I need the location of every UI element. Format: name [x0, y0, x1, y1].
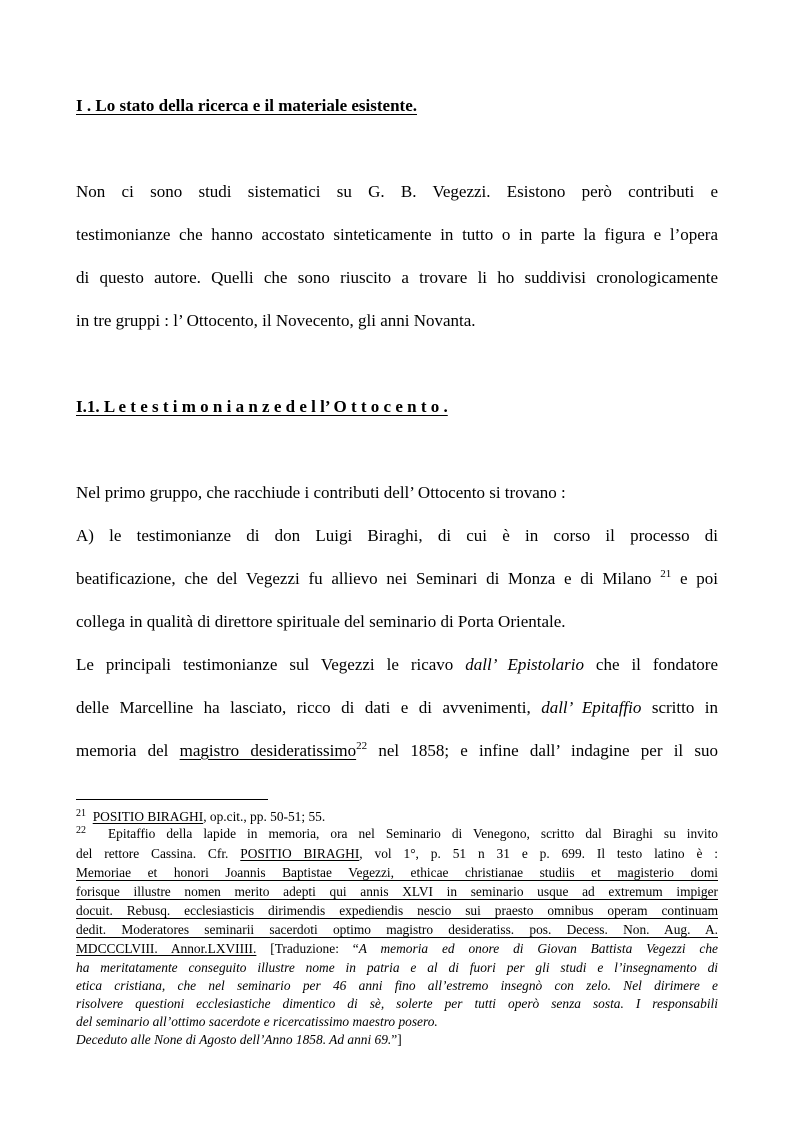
body-line-6: delle Marcelline ha lasciato, ricco di dati e di avvenimenti, dall’ Epitaffio scritto in: [76, 698, 719, 717]
body-line-2: A) le testimonianze di don Luigi Biraghi, di cui è in corso il processo di: [76, 526, 718, 545]
translation-line-2: ha meritatamente conseguito illustre nome in patria e al di fuori per gli studi e l’insegnamento di: [76, 960, 718, 975]
footnote-22-line-1: $^{22}$ Epitaffio della lapide in memoria, ora nel Seminario di Venegono, scritto dal Biraghi su invito: [76, 825, 718, 841]
latin-text-line-5: MDCCCLVIII. Annor.LXVIIII. [Traduzione: “A memoria ed onore di Giovan Battista Vegezzi che: [76, 941, 718, 956]
section-heading: I . Lo stato della ricerca e il materiale esistente.: [76, 96, 417, 115]
footnote-22-line-2: del rettore Cassina. Cfr. POSITIO BIRAGHI, vol 1°, p. 51 n 31 e p. 699. Il testo latino è :: [76, 846, 719, 861]
latin-text-line-3: docuit. Rebusq. ecclesiasticis dirimendis expediendis nescio sui praesto omnibus operam continuam: [76, 903, 718, 918]
body-line-1: Nel primo gruppo, che racchiude i contributi dell’ Ottocento si trovano :: [76, 483, 566, 502]
latin-text-line-1: Memoriae et honori Joannis Baptistae Vegezzi, ethicae christianae studiis et magisterio domi: [76, 865, 718, 880]
latin-text-line-2: forisque illustre nomen merito adepti qui annis XLVI in seminario usque ad extremum impiger: [76, 884, 718, 899]
subsection-heading: I.1. L e t e s t i m o n i a n z e d e l l’ O t t o c e n t o .: [76, 397, 448, 416]
translation-line-4: risolvere questioni ecclesiastiche dimentico di sè, solerte per tutti operò senza sosta. I responsabili: [76, 996, 718, 1011]
body-line-7: memoria del magistro desideratissimo$^{22}$ nel 1858; e infine dall’ indagine per il suo: [76, 740, 718, 760]
translation-line-5: del seminario all’ottimo sacerdote e ricercatissimo maestro posero.: [76, 1014, 438, 1029]
intro-line-3: di questo autore. Quelli che sono riuscito a trovare li ho suddivisi cronologicamente: [76, 268, 718, 287]
body-line-5: Le principali testimonianze sul Vegezzi le ricavo dall’ Epistolario che il fondatore: [76, 655, 718, 674]
intro-line-1: Non ci sono studi sistematici su G. B. Vegezzi. Esistono però contributi e: [76, 182, 718, 201]
footnote-ref-21[interactable]: 21: [660, 568, 672, 580]
intro-line-4: in tre gruppi : l’ Ottocento, il Novecento, gli anni Novanta.: [76, 311, 476, 330]
intro-line-2: testimonianze che hanno accostato sinteticamente in tutto o in parte la figura e l’opera: [76, 225, 718, 244]
body-line-3: beatificazione, che del Vegezzi fu allievo nei Seminari di Monza e di Milano $^{21}$ e poi: [76, 568, 718, 588]
body-line-4: collega in qualità di direttore spirituale del seminario di Porta Orientale.: [76, 612, 566, 631]
footnote-ref-22[interactable]: 22: [356, 740, 368, 752]
latin-text-line-4: dedit. Moderatores seminarii sacerdoti optimo magistro desideratiss. pos. Decess. Non. Aug. A.: [76, 922, 718, 937]
translation-line-6: Deceduto alle None di Agosto dell’Anno 1858. Ad anni 69.”]: [76, 1032, 402, 1047]
translation-line-3: etica cristiana, che nel seminario per 46 anni fino all’estremo insegnò con zelo. Nel dirimere e: [76, 978, 718, 993]
footnote-separator: [76, 799, 268, 800]
footnote-21: $^{21}$ POSITIO BIRAGHI, op.cit., pp. 50-51; 55.: [76, 808, 326, 824]
